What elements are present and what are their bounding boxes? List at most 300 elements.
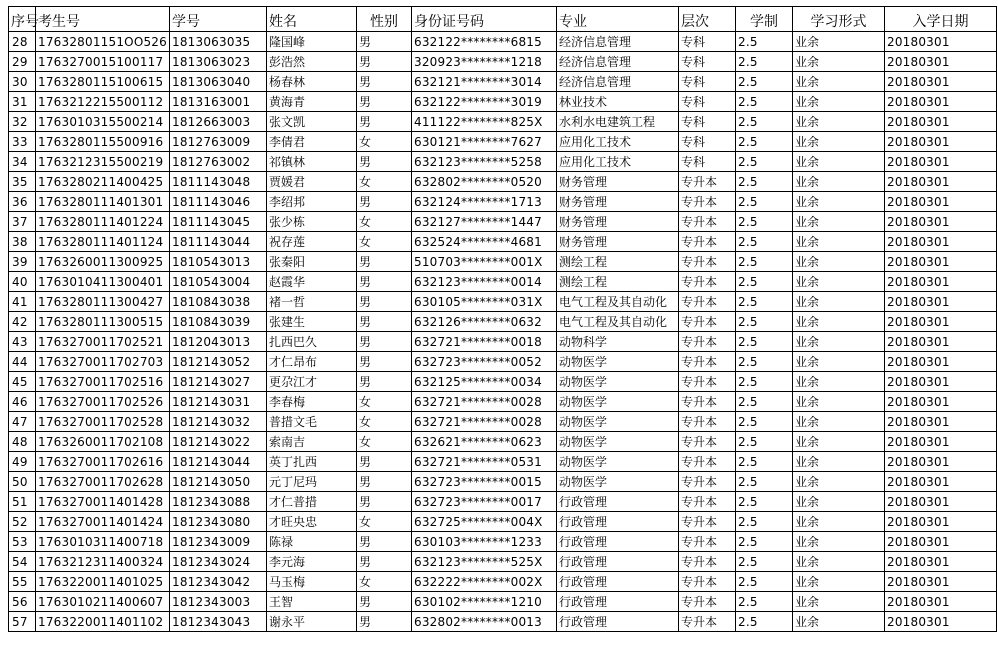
cell-enroll-date: 20180301 [885, 612, 997, 632]
cell-id-card: 630121********7627 [412, 132, 557, 152]
table-row [9, 312, 997, 332]
cell-student-id: 1812143032 [170, 412, 267, 432]
cell-level: 专升本 [679, 432, 736, 452]
cell-gender: 男 [357, 192, 412, 212]
cell-id-card: 632721********0028 [412, 412, 557, 432]
cell-exam-number: 1763280111401301 [36, 192, 170, 212]
cell-student-id: 1812143044 [170, 452, 267, 472]
cell-name: 元丁尼玛 [267, 472, 357, 492]
cell-exam-number: 1763270011702703 [36, 352, 170, 372]
cell-index: 38 [9, 232, 36, 252]
cell-index: 42 [9, 312, 36, 332]
cell-level: 专升本 [679, 172, 736, 192]
cell-student-id: 1811143048 [170, 172, 267, 192]
cell-id-card: 632621********0623 [412, 432, 557, 452]
cell-level: 专科 [679, 132, 736, 152]
cell-gender: 女 [357, 132, 412, 152]
cell-name: 张秦阳 [267, 252, 357, 272]
cell-index: 56 [9, 592, 36, 612]
cell-major: 应用化工技术 [557, 132, 679, 152]
cell-student-id: 1810843038 [170, 292, 267, 312]
cell-level: 专升本 [679, 232, 736, 252]
header-study-mode: 学习形式 [793, 7, 885, 32]
table-row [9, 492, 997, 512]
cell-name: 才仁昂布 [267, 352, 357, 372]
table-row [9, 332, 997, 352]
cell-study-mode: 业余 [793, 612, 885, 632]
cell-id-card: 632802********0013 [412, 612, 557, 632]
cell-exam-number: 1763260011300925 [36, 252, 170, 272]
cell-id-card: 510703********001X [412, 252, 557, 272]
table-row [9, 92, 997, 112]
cell-study-mode: 业余 [793, 432, 885, 452]
cell-id-card: 632123********0014 [412, 272, 557, 292]
cell-name: 英丁扎西 [267, 452, 357, 472]
cell-duration: 2.5 [736, 332, 793, 352]
cell-exam-number: 1763212311400324 [36, 552, 170, 572]
cell-enroll-date: 20180301 [885, 472, 997, 492]
cell-index: 28 [9, 32, 36, 52]
cell-gender: 男 [357, 352, 412, 372]
cell-enroll-date: 20180301 [885, 72, 997, 92]
cell-major: 林业技术 [557, 92, 679, 112]
cell-level: 专升本 [679, 192, 736, 212]
cell-enroll-date: 20180301 [885, 572, 997, 592]
cell-exam-number: 1763280111401124 [36, 232, 170, 252]
cell-major: 行政管理 [557, 532, 679, 552]
table-row [9, 352, 997, 372]
cell-name: 黄海青 [267, 92, 357, 112]
cell-duration: 2.5 [736, 432, 793, 452]
cell-duration: 2.5 [736, 72, 793, 92]
cell-exam-number: 1763010315500214 [36, 112, 170, 132]
cell-student-id: 1810543013 [170, 252, 267, 272]
cell-name: 李绍邦 [267, 192, 357, 212]
cell-duration: 2.5 [736, 492, 793, 512]
cell-gender: 男 [357, 112, 412, 132]
cell-gender: 男 [357, 532, 412, 552]
cell-major: 动物医学 [557, 392, 679, 412]
table-row [9, 612, 997, 632]
cell-id-card: 630102********1210 [412, 592, 557, 612]
cell-duration: 2.5 [736, 272, 793, 292]
cell-student-id: 1813063035 [170, 32, 267, 52]
cell-level: 专科 [679, 112, 736, 132]
cell-index: 55 [9, 572, 36, 592]
cell-study-mode: 业余 [793, 592, 885, 612]
cell-level: 专升本 [679, 352, 736, 372]
cell-index: 49 [9, 452, 36, 472]
cell-study-mode: 业余 [793, 572, 885, 592]
cell-student-id: 1813063040 [170, 72, 267, 92]
cell-id-card: 632723********0017 [412, 492, 557, 512]
cell-duration: 2.5 [736, 212, 793, 232]
cell-id-card: 630103********1233 [412, 532, 557, 552]
cell-enroll-date: 20180301 [885, 432, 997, 452]
cell-major: 动物医学 [557, 452, 679, 472]
cell-level: 专升本 [679, 512, 736, 532]
cell-gender: 女 [357, 392, 412, 412]
table-row [9, 412, 997, 432]
cell-duration: 2.5 [736, 52, 793, 72]
cell-exam-number: 1763270011702628 [36, 472, 170, 492]
table-row [9, 592, 997, 612]
cell-level: 专升本 [679, 392, 736, 412]
cell-gender: 女 [357, 512, 412, 532]
cell-gender: 男 [357, 332, 412, 352]
cell-level: 专升本 [679, 212, 736, 232]
cell-duration: 2.5 [736, 192, 793, 212]
cell-duration: 2.5 [736, 412, 793, 432]
cell-index: 32 [9, 112, 36, 132]
cell-study-mode: 业余 [793, 472, 885, 492]
cell-name: 杨春林 [267, 72, 357, 92]
cell-gender: 男 [357, 252, 412, 272]
cell-name: 褚一哲 [267, 292, 357, 312]
cell-index: 52 [9, 512, 36, 532]
student-roster-sheet [8, 6, 997, 632]
cell-enroll-date: 20180301 [885, 332, 997, 352]
cell-student-id: 1812143022 [170, 432, 267, 452]
cell-student-id: 1812343080 [170, 512, 267, 532]
cell-duration: 2.5 [736, 512, 793, 532]
cell-major: 财务管理 [557, 212, 679, 232]
cell-id-card: 630105********031X [412, 292, 557, 312]
cell-id-card: 632123********525X [412, 552, 557, 572]
cell-gender: 男 [357, 32, 412, 52]
cell-name: 更尕江才 [267, 372, 357, 392]
table-row [9, 52, 997, 72]
cell-index: 30 [9, 72, 36, 92]
cell-gender: 男 [357, 272, 412, 292]
cell-gender: 男 [357, 312, 412, 332]
cell-gender: 男 [357, 372, 412, 392]
cell-study-mode: 业余 [793, 532, 885, 552]
cell-student-id: 1812343009 [170, 532, 267, 552]
header-exam-number: 考生号 [36, 7, 170, 32]
cell-study-mode: 业余 [793, 152, 885, 172]
cell-study-mode: 业余 [793, 92, 885, 112]
cell-major: 电气工程及其自动化 [557, 292, 679, 312]
cell-exam-number: 1763212315500219 [36, 152, 170, 172]
cell-exam-number: 1763270011702616 [36, 452, 170, 472]
cell-duration: 2.5 [736, 352, 793, 372]
cell-duration: 2.5 [736, 152, 793, 172]
cell-student-id: 1812343042 [170, 572, 267, 592]
cell-id-card: 632723********0052 [412, 352, 557, 372]
cell-gender: 女 [357, 432, 412, 452]
cell-index: 31 [9, 92, 36, 112]
cell-name: 彭浩然 [267, 52, 357, 72]
cell-enroll-date: 20180301 [885, 352, 997, 372]
cell-major: 财务管理 [557, 172, 679, 192]
cell-major: 经济信息管理 [557, 72, 679, 92]
cell-exam-number: 1763010311400718 [36, 532, 170, 552]
cell-major: 电气工程及其自动化 [557, 312, 679, 332]
cell-level: 专升本 [679, 312, 736, 332]
table-row [9, 392, 997, 412]
cell-gender: 男 [357, 292, 412, 312]
cell-study-mode: 业余 [793, 352, 885, 372]
table-row [9, 472, 997, 492]
header-gender: 性别 [357, 7, 412, 32]
cell-duration: 2.5 [736, 372, 793, 392]
cell-exam-number: 1763220011401102 [36, 612, 170, 632]
cell-duration: 2.5 [736, 552, 793, 572]
cell-major: 动物医学 [557, 472, 679, 492]
cell-gender: 女 [357, 412, 412, 432]
cell-student-id: 1812143050 [170, 472, 267, 492]
cell-id-card: 632802********0520 [412, 172, 557, 192]
cell-level: 专升本 [679, 572, 736, 592]
cell-gender: 男 [357, 472, 412, 492]
cell-student-id: 1812143031 [170, 392, 267, 412]
cell-exam-number: 1763260011702108 [36, 432, 170, 452]
cell-major: 行政管理 [557, 492, 679, 512]
cell-major: 动物医学 [557, 352, 679, 372]
cell-level: 专科 [679, 32, 736, 52]
cell-level: 专升本 [679, 532, 736, 552]
cell-gender: 男 [357, 92, 412, 112]
cell-major: 水利水电建筑工程 [557, 112, 679, 132]
cell-study-mode: 业余 [793, 52, 885, 72]
cell-major: 动物医学 [557, 412, 679, 432]
cell-enroll-date: 20180301 [885, 272, 997, 292]
cell-index: 36 [9, 192, 36, 212]
cell-exam-number: 17632801151OO526 [36, 32, 170, 52]
cell-level: 专升本 [679, 252, 736, 272]
cell-major: 行政管理 [557, 612, 679, 632]
cell-name: 祁镇林 [267, 152, 357, 172]
cell-student-id: 1813163001 [170, 92, 267, 112]
table-row [9, 552, 997, 572]
cell-gender: 男 [357, 492, 412, 512]
cell-name: 李春梅 [267, 392, 357, 412]
header-level: 层次 [679, 7, 736, 32]
table-row [9, 112, 997, 132]
cell-id-card: 411122********825X [412, 112, 557, 132]
cell-level: 专升本 [679, 472, 736, 492]
cell-level: 专升本 [679, 412, 736, 432]
cell-enroll-date: 20180301 [885, 232, 997, 252]
cell-duration: 2.5 [736, 472, 793, 492]
cell-name: 隆国峰 [267, 32, 357, 52]
cell-student-id: 1812763009 [170, 132, 267, 152]
cell-index: 43 [9, 332, 36, 352]
table-row [9, 72, 997, 92]
cell-enroll-date: 20180301 [885, 312, 997, 332]
cell-enroll-date: 20180301 [885, 152, 997, 172]
cell-duration: 2.5 [736, 532, 793, 552]
cell-index: 48 [9, 432, 36, 452]
cell-exam-number: 1763270011702521 [36, 332, 170, 352]
cell-index: 35 [9, 172, 36, 192]
cell-gender: 女 [357, 172, 412, 192]
cell-name: 李元海 [267, 552, 357, 572]
cell-name: 王智 [267, 592, 357, 612]
cell-enroll-date: 20180301 [885, 212, 997, 232]
cell-level: 专科 [679, 152, 736, 172]
cell-exam-number: 1763212215500112 [36, 92, 170, 112]
cell-gender: 男 [357, 592, 412, 612]
cell-major: 行政管理 [557, 572, 679, 592]
cell-exam-number: 1763280111300515 [36, 312, 170, 332]
cell-student-id: 1812343024 [170, 552, 267, 572]
cell-duration: 2.5 [736, 572, 793, 592]
cell-index: 53 [9, 532, 36, 552]
cell-major: 动物医学 [557, 372, 679, 392]
table-row [9, 532, 997, 552]
cell-level: 专升本 [679, 612, 736, 632]
cell-enroll-date: 20180301 [885, 112, 997, 132]
cell-duration: 2.5 [736, 32, 793, 52]
cell-enroll-date: 20180301 [885, 132, 997, 152]
cell-study-mode: 业余 [793, 372, 885, 392]
cell-id-card: 632222********002X [412, 572, 557, 592]
cell-enroll-date: 20180301 [885, 92, 997, 112]
cell-study-mode: 业余 [793, 552, 885, 572]
table-row [9, 152, 997, 172]
cell-exam-number: 1763220011401025 [36, 572, 170, 592]
cell-exam-number: 1763280115500916 [36, 132, 170, 152]
cell-study-mode: 业余 [793, 332, 885, 352]
cell-enroll-date: 20180301 [885, 292, 997, 312]
cell-duration: 2.5 [736, 172, 793, 192]
cell-major: 行政管理 [557, 512, 679, 532]
cell-index: 54 [9, 552, 36, 572]
cell-exam-number: 1763270011702526 [36, 392, 170, 412]
cell-exam-number: 1763270011401428 [36, 492, 170, 512]
cell-index: 40 [9, 272, 36, 292]
cell-enroll-date: 20180301 [885, 392, 997, 412]
cell-exam-number: 1763270011702516 [36, 372, 170, 392]
cell-student-id: 1812143027 [170, 372, 267, 392]
cell-name: 贾媛君 [267, 172, 357, 192]
table-row [9, 292, 997, 312]
cell-duration: 2.5 [736, 592, 793, 612]
cell-index: 51 [9, 492, 36, 512]
cell-id-card: 632122********6815 [412, 32, 557, 52]
cell-student-id: 1811143045 [170, 212, 267, 232]
cell-enroll-date: 20180301 [885, 252, 997, 272]
cell-study-mode: 业余 [793, 492, 885, 512]
cell-exam-number: 1763010411300401 [36, 272, 170, 292]
table-row [9, 192, 997, 212]
cell-student-id: 1812663003 [170, 112, 267, 132]
cell-gender: 男 [357, 72, 412, 92]
cell-duration: 2.5 [736, 232, 793, 252]
cell-level: 专升本 [679, 552, 736, 572]
table-row [9, 272, 997, 292]
table-row [9, 432, 997, 452]
cell-duration: 2.5 [736, 292, 793, 312]
cell-name: 李倩君 [267, 132, 357, 152]
cell-index: 37 [9, 212, 36, 232]
cell-major: 动物医学 [557, 432, 679, 452]
header-duration: 学制 [736, 7, 793, 32]
table-row [9, 452, 997, 472]
student-roster-table [8, 6, 997, 632]
cell-student-id: 1811143044 [170, 232, 267, 252]
cell-duration: 2.5 [736, 92, 793, 112]
cell-id-card: 632721********0531 [412, 452, 557, 472]
table-row [9, 212, 997, 232]
cell-level: 专科 [679, 52, 736, 72]
cell-index: 39 [9, 252, 36, 272]
cell-duration: 2.5 [736, 252, 793, 272]
cell-level: 专科 [679, 72, 736, 92]
cell-study-mode: 业余 [793, 132, 885, 152]
cell-id-card: 632123********5258 [412, 152, 557, 172]
cell-name: 普措文毛 [267, 412, 357, 432]
cell-index: 29 [9, 52, 36, 72]
cell-index: 45 [9, 372, 36, 392]
cell-index: 57 [9, 612, 36, 632]
cell-gender: 女 [357, 232, 412, 252]
table-row [9, 232, 997, 252]
cell-name: 才仁普措 [267, 492, 357, 512]
cell-name: 张建生 [267, 312, 357, 332]
cell-level: 专升本 [679, 272, 736, 292]
cell-id-card: 320923********1218 [412, 52, 557, 72]
cell-id-card: 632126********0632 [412, 312, 557, 332]
cell-enroll-date: 20180301 [885, 32, 997, 52]
cell-study-mode: 业余 [793, 172, 885, 192]
table-row [9, 252, 997, 272]
cell-exam-number: 1763270015100117 [36, 52, 170, 72]
cell-enroll-date: 20180301 [885, 372, 997, 392]
cell-major: 测绘工程 [557, 272, 679, 292]
cell-duration: 2.5 [736, 392, 793, 412]
cell-student-id: 1810843039 [170, 312, 267, 332]
cell-exam-number: 1763270011702528 [36, 412, 170, 432]
table-row [9, 32, 997, 52]
cell-student-id: 1812763002 [170, 152, 267, 172]
cell-student-id: 1812343043 [170, 612, 267, 632]
cell-gender: 男 [357, 612, 412, 632]
cell-student-id: 1813063023 [170, 52, 267, 72]
cell-id-card: 632121********3014 [412, 72, 557, 92]
cell-major: 行政管理 [557, 592, 679, 612]
cell-study-mode: 业余 [793, 252, 885, 272]
cell-study-mode: 业余 [793, 112, 885, 132]
cell-id-card: 632723********0015 [412, 472, 557, 492]
cell-major: 行政管理 [557, 552, 679, 572]
cell-id-card: 632524********4681 [412, 232, 557, 252]
cell-study-mode: 业余 [793, 392, 885, 412]
cell-name: 张少栋 [267, 212, 357, 232]
cell-level: 专升本 [679, 292, 736, 312]
cell-study-mode: 业余 [793, 212, 885, 232]
header-student-id: 学号 [170, 7, 267, 32]
cell-enroll-date: 20180301 [885, 592, 997, 612]
cell-duration: 2.5 [736, 112, 793, 132]
cell-level: 专升本 [679, 592, 736, 612]
cell-name: 扎西巴久 [267, 332, 357, 352]
header-name: 姓名 [267, 7, 357, 32]
header-major: 专业 [557, 7, 679, 32]
cell-level: 专升本 [679, 492, 736, 512]
cell-id-card: 632127********1447 [412, 212, 557, 232]
cell-gender: 女 [357, 572, 412, 592]
cell-enroll-date: 20180301 [885, 52, 997, 72]
cell-exam-number: 1763270011401424 [36, 512, 170, 532]
cell-student-id: 1810543004 [170, 272, 267, 292]
cell-study-mode: 业余 [793, 272, 885, 292]
cell-name: 索南吉 [267, 432, 357, 452]
cell-study-mode: 业余 [793, 452, 885, 472]
cell-id-card: 632124********1713 [412, 192, 557, 212]
